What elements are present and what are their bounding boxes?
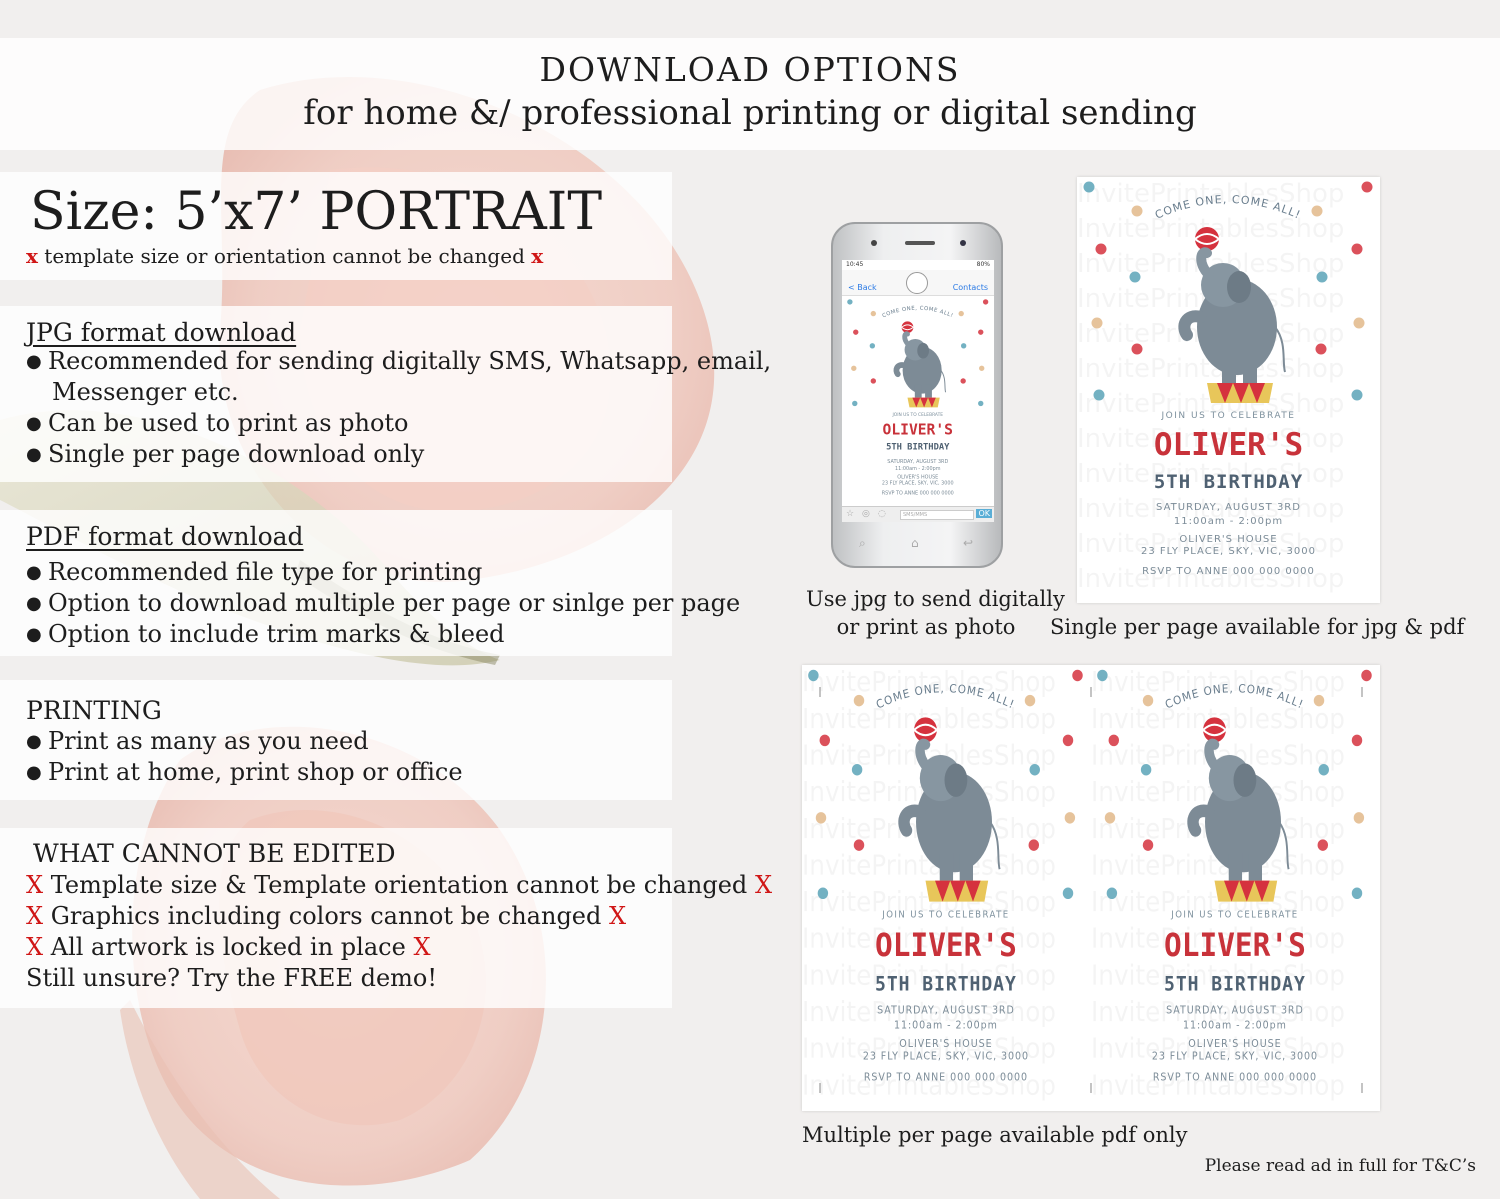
invite-place: OLIVER'S HOUSE	[1188, 1038, 1282, 1051]
not-editable-heading: WHAT CANNOT BE EDITED	[33, 839, 396, 868]
invite-time: 11:00am - 2:00pm	[1173, 516, 1284, 527]
confetti-dot	[871, 311, 876, 316]
x-mark-icon: X	[26, 902, 44, 930]
x-mark-icon: X	[26, 871, 44, 899]
phone-invite-join: JOIN US TO CELEBRATE	[892, 413, 944, 419]
ball-icon	[1195, 227, 1219, 251]
footer-note: Please read ad in full for T&C’s	[1204, 1156, 1476, 1176]
demo-line: Still unsure? Try the FREE demo!	[26, 964, 438, 992]
phone-invite-address: 23 FLY PLACE, SKY, VIC, 3000	[881, 480, 954, 487]
page-title: DOWNLOAD OPTIONS	[539, 50, 961, 89]
invite-name: OLIVER'S	[1164, 926, 1306, 965]
pdf-line: ● Recommended file type for printing	[26, 558, 483, 586]
bullet-icon: ●	[26, 762, 42, 783]
phone-home-bar	[833, 536, 1001, 556]
confetti-dot	[959, 311, 964, 316]
invite-join: JOIN US TO CELEBRATE	[882, 909, 1010, 921]
size-panel	[0, 172, 672, 280]
home-icon: ⌂	[911, 536, 919, 550]
avatar-icon	[906, 272, 928, 294]
elephant-leg	[1243, 357, 1257, 383]
size-note-text: template size or orientation cannot be changed	[44, 244, 525, 268]
invite-come-text: COME ONE, COME ALL!	[1163, 681, 1306, 712]
bullet-icon: ●	[26, 413, 42, 434]
size-note	[26, 244, 543, 268]
confetti-dot	[1094, 390, 1105, 401]
jpg-line: Messenger etc.	[52, 378, 239, 406]
x-mark-icon: X	[609, 902, 627, 930]
x-mark-icon: X	[26, 933, 44, 961]
confetti-dot	[1317, 272, 1328, 283]
phone-message-bar	[842, 506, 994, 522]
elephant-leg	[1222, 357, 1236, 383]
size-title: Size: 5’x7’ PORTRAIT	[30, 182, 603, 242]
invite-come-text: COME ONE, COME ALL!	[874, 681, 1017, 712]
elephant-ear	[917, 343, 929, 359]
x-mark-icon: x	[531, 244, 544, 268]
pdf-heading: PDF format download	[26, 522, 304, 551]
star-icon: ☆	[846, 509, 855, 519]
ball-icon	[902, 321, 914, 333]
back-icon: ↩	[963, 536, 974, 550]
phone-contacts-link[interactable]: Contacts	[952, 283, 988, 292]
confetti-dot	[847, 299, 852, 304]
phone-invitation-preview	[842, 297, 994, 505]
jpg-line: ● Can be used to print as photo	[26, 409, 409, 437]
confetti-dot	[1352, 390, 1363, 401]
bullet-icon: ●	[26, 444, 42, 465]
confetti-dot	[871, 378, 876, 383]
x-mark-icon: x	[26, 244, 38, 268]
elephant-leg	[925, 385, 932, 398]
invite-age: 5TH BIRTHDAY	[1153, 471, 1304, 493]
phone-nav-bar	[842, 270, 994, 296]
bullet-icon: ●	[26, 562, 42, 583]
elephant-leg	[915, 385, 922, 398]
confetti-dot	[1354, 318, 1365, 329]
page-subtitle: for home &/ professional printing or digital sending	[303, 93, 1197, 133]
confetti-dot	[979, 366, 984, 371]
phone-status-bar: 10:45 80%	[846, 261, 990, 268]
confetti-dot	[1132, 206, 1143, 217]
not-editable-line: X Template size & Template orientation cannot be changed X	[26, 871, 773, 899]
x-mark-icon: X	[413, 933, 431, 961]
invite-age: 5TH BIRTHDAY	[875, 972, 1017, 996]
single-invitation-preview	[1077, 177, 1380, 603]
confetti-dot	[1362, 182, 1373, 193]
single-caption: Single per page available for jpg & pdf	[1050, 615, 1465, 639]
confetti-dot	[960, 378, 965, 383]
trim-marks	[802, 665, 1380, 1111]
invite-place: OLIVER'S HOUSE	[1179, 534, 1278, 545]
invite-rsvp: RSVP TO ANNE 000 000 0000	[1142, 566, 1315, 577]
x-mark-icon: X	[754, 871, 773, 899]
pdf-line: ● Option to download multiple per page or sinlge per page	[26, 589, 741, 617]
invite-age: 5TH BIRTHDAY	[1164, 972, 1306, 996]
attach-icon: ◌	[878, 509, 886, 519]
podium-stripes	[1217, 383, 1265, 403]
printing-line: ● Print at home, print shop or office	[26, 758, 463, 786]
invite-name: OLIVER'S	[1153, 427, 1304, 463]
confetti-dot	[978, 401, 983, 406]
invite-time: 11:00am - 2:00pm	[894, 1019, 998, 1032]
confetti-dot	[978, 329, 983, 334]
jpg-line: ● Single per page download only	[26, 440, 425, 468]
confetti-dot	[851, 366, 856, 371]
invite-name: OLIVER'S	[875, 926, 1017, 965]
speaker-icon	[905, 241, 935, 245]
not-editable-line: X Graphics including colors cannot be changed X	[26, 902, 627, 930]
confetti-dot	[1312, 206, 1323, 217]
invite-join: JOIN US TO CELEBRATE	[1161, 411, 1296, 421]
phone-invite-time: 11:00am - 2:00pm	[895, 465, 941, 472]
confetti-dot	[1096, 244, 1107, 255]
multiple-invitation-sheet	[802, 665, 1380, 1111]
printing-line: ● Print as many as you need	[26, 727, 369, 755]
invitation-card	[1077, 177, 1380, 603]
phone-invite-age: 5TH BIRTHDAY	[886, 442, 950, 453]
invite-date: SATURDAY, AUGUST 3RD	[1166, 1005, 1304, 1017]
header-panel	[0, 38, 1500, 150]
phone-caption: Use jpg to send digitally or print as photo	[806, 587, 1065, 639]
not-editable-panel	[0, 828, 773, 1008]
pdf-line: ● Option to include trim marks & bleed	[26, 620, 505, 648]
confetti-dot	[870, 343, 875, 348]
phone-invite-place: OLIVER'S HOUSE	[897, 474, 939, 481]
confetti-dot	[852, 401, 857, 406]
elephant-ear	[1227, 271, 1251, 303]
printing-panel	[0, 680, 672, 800]
jpg-line: ● Recommended for sending digitally SMS, Whatsapp, email,	[26, 347, 772, 375]
phone-invite-name: OLIVER'S	[882, 421, 953, 439]
confetti-dot	[1316, 344, 1327, 355]
confetti-dot	[1084, 182, 1095, 193]
podium-stripes	[912, 398, 935, 408]
confetti-dot	[1352, 244, 1363, 255]
confetti-dot	[853, 329, 858, 334]
phone-mockup	[831, 222, 1003, 568]
invite-come-text: COME ONE, COME ALL!	[881, 305, 954, 320]
bullet-icon: ●	[26, 624, 42, 645]
invite-date: SATURDAY, AUGUST 3RD	[1156, 502, 1301, 513]
elephant-trunk	[1201, 252, 1209, 275]
not-editable-line: X All artwork is locked in place X	[26, 933, 431, 961]
invite-address: 23 FLY PLACE, SKY, VIC, 3000	[1151, 1051, 1319, 1063]
phone-invite-date: SATURDAY, AUGUST 3RD	[887, 459, 949, 466]
confetti-dot	[1132, 344, 1143, 355]
printing-heading: PRINTING	[26, 696, 162, 725]
invite-join: JOIN US TO CELEBRATE	[1171, 909, 1299, 921]
confetti-dot	[1092, 318, 1103, 329]
phone-screen	[842, 260, 994, 522]
invite-come-text: COME ONE, COME ALL!	[1153, 192, 1304, 222]
jpg-panel	[0, 306, 772, 482]
search-icon: ⌕	[859, 536, 866, 550]
invite-address: 23 FLY PLACE, SKY, VIC, 3000	[862, 1051, 1030, 1063]
confetti-dot	[961, 343, 966, 348]
elephant-trunk	[905, 334, 909, 345]
phone-message-input[interactable]: SMS/MMS	[900, 510, 974, 520]
jpg-heading: JPG format download	[26, 318, 297, 347]
invite-time: 11:00am - 2:00pm	[1183, 1019, 1287, 1032]
invite-date: SATURDAY, AUGUST 3RD	[877, 1005, 1015, 1017]
bullet-icon: ●	[26, 731, 42, 752]
confetti-dot	[1130, 272, 1141, 283]
confetti-dot	[983, 299, 988, 304]
multiple-caption: Multiple per page available pdf only	[802, 1123, 1188, 1147]
invite-rsvp: RSVP TO ANNE 000 000 0000	[1152, 1072, 1317, 1084]
invite-address: 23 FLY PLACE, SKY, VIC, 3000	[1141, 546, 1316, 557]
phone-invite-rsvp: RSVP TO ANNE 000 000 0000	[881, 490, 954, 497]
bullet-icon: ●	[26, 351, 42, 372]
pdf-panel	[0, 510, 741, 656]
bullet-icon: ●	[26, 593, 42, 614]
phone-back-link[interactable]: < Back	[848, 283, 877, 292]
invite-rsvp: RSVP TO ANNE 000 000 0000	[863, 1072, 1028, 1084]
invite-place: OLIVER'S HOUSE	[899, 1038, 993, 1051]
camera-icon	[871, 240, 877, 246]
sensor-icon	[960, 240, 966, 246]
camera-icon: ◎	[862, 509, 870, 519]
phone-send-button[interactable]: OK	[978, 509, 990, 518]
